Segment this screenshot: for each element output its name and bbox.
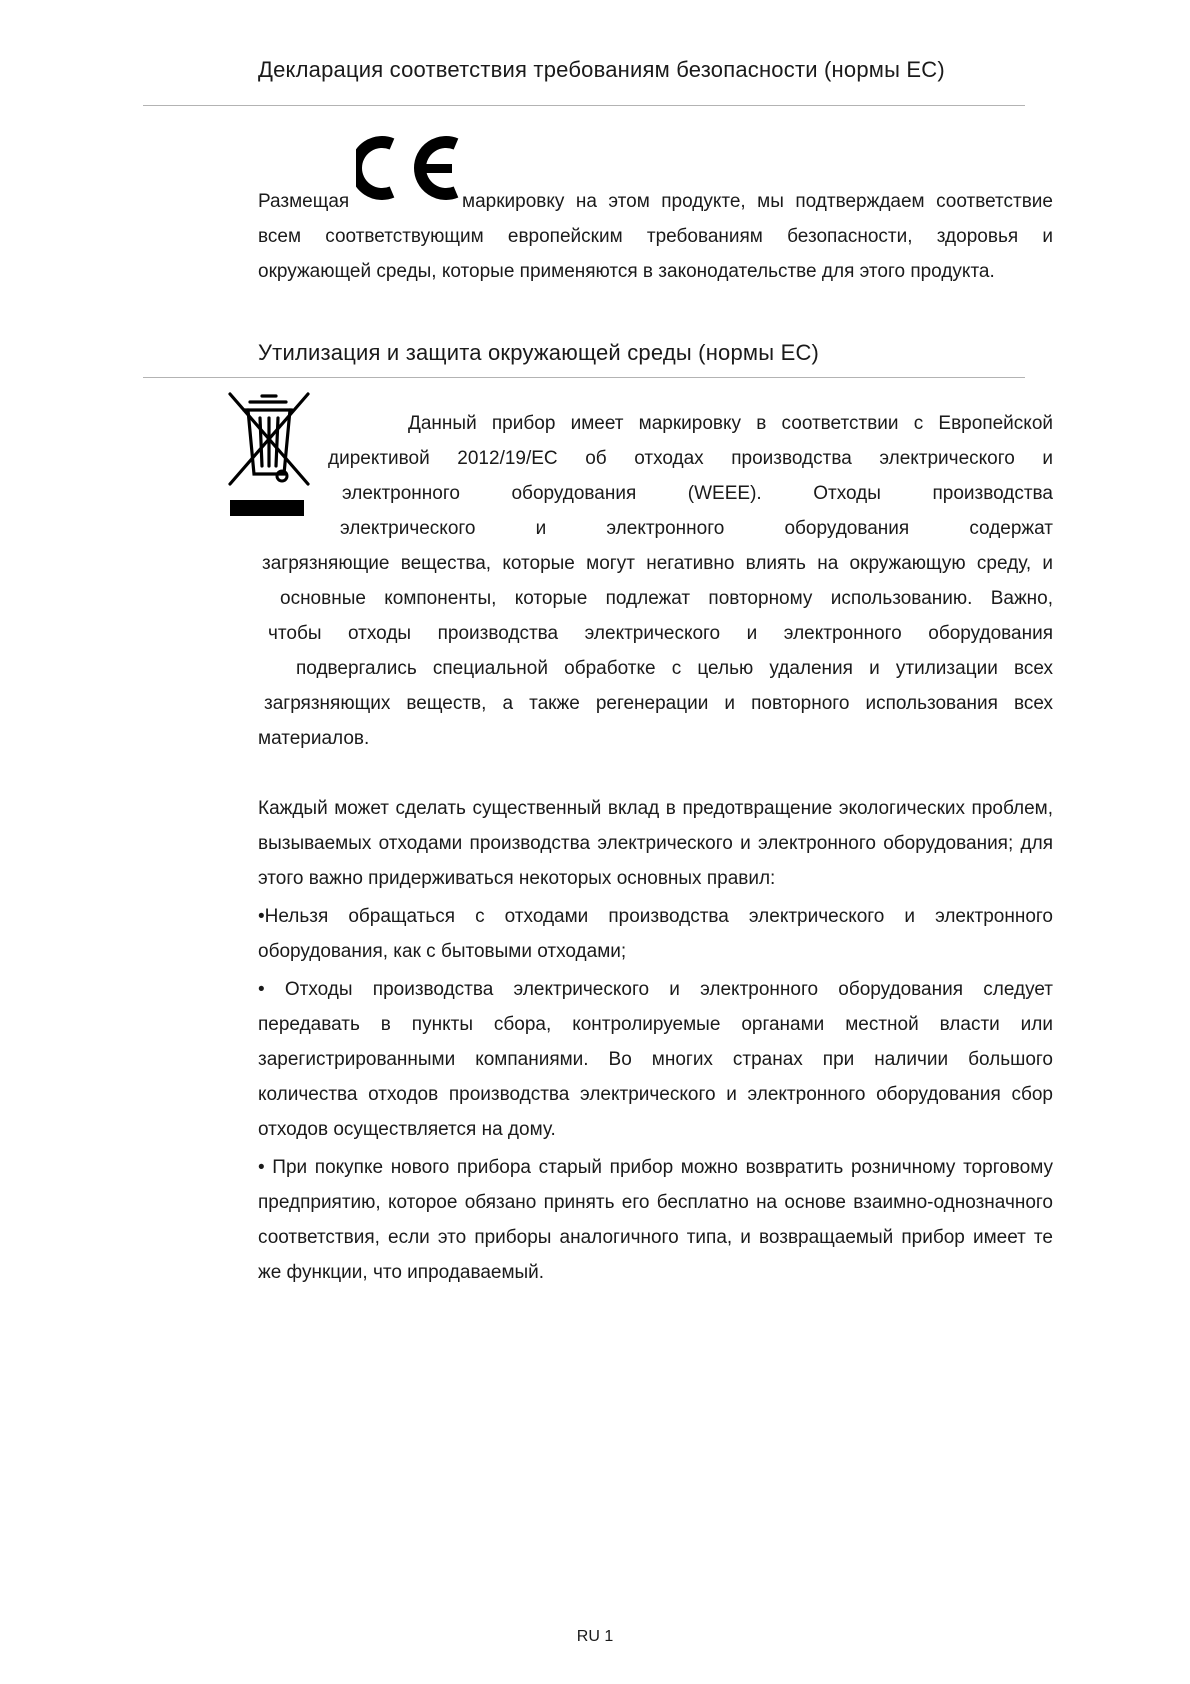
- rule-bullet-1: •Нельзя обращаться с отходами производства электрического и электронного оборудования, как с бытовыми отходами;: [258, 906, 1053, 962]
- weee-line-1: Данный прибор имеет маркировку в соответствии с Европейской: [408, 413, 1053, 434]
- weee-line-4: электрического и электронного оборудования содержат: [340, 518, 1053, 539]
- divider-top: [143, 105, 1025, 106]
- rule-bullet-2: • Отходы производства электрического и электронного оборудования следует передавать в пункты сбора, контролируемые органами местной власти или зарегистрированными компаниями. Во многих странах при наличии большого количества отходов производства электрического и электронного оборудования сбор отходов осуществляется на дому.: [258, 979, 1053, 1140]
- weee-line-2: директивой 2012/19/EC об отходах производства электрического и: [328, 448, 1053, 469]
- divider-middle: [143, 377, 1025, 378]
- rule-bullet-3: • При покупке нового прибора старый прибор можно возвратить розничному торговому предприятию, которое обязано принять его бесплатно на основе взаимно-однозначного соответствия, если это приборы аналогичного типа, и возвращаемый прибор имеет те же функции, что ипродаваемый.: [258, 1157, 1053, 1283]
- weee-line-9: загрязняющих веществ, а также регенерации и повторного использования всех: [264, 693, 1053, 714]
- ce-text-line2: всем соответствующим европейским требованиям безопасности, здоровья и: [258, 226, 1053, 247]
- weee-line-7: чтобы отходы производства электрического и электронного оборудования: [268, 623, 1053, 644]
- weee-line-3: электронного оборудования (WEEE). Отходы производства: [342, 483, 1053, 504]
- page-number: RU 1: [576, 1628, 614, 1645]
- contribution-paragraph: Каждый может сделать существенный вклад в предотвращение экологических проблем, вызываемых отходами производства электрического и электронного оборудования; для этого важно придерживаться некоторых основных правил:: [258, 798, 1053, 889]
- weee-line-10: материалов.: [258, 728, 370, 749]
- weee-line-8: подвергались специальной обработке с целью удаления и утилизации всех: [296, 658, 1053, 679]
- weee-line-6: основные компоненты, которые подлежат повторному использованию. Важно,: [280, 588, 1053, 609]
- ce-text-before: Размещая: [258, 191, 350, 212]
- section-title-disposal: Утилизация и защита окружающей среды (нормы ЕС): [258, 340, 820, 365]
- weee-line-5: загрязняющие вещества, которые могут негативно влиять на окружающую среду, и: [262, 553, 1053, 574]
- ce-text-line3: окружающей среды, которые применяются в законодательстве для этого продукта.: [258, 261, 995, 282]
- section-title-declaration: Декларация соответствия требованиям безопасности (нормы ЕС): [258, 57, 945, 82]
- weee-crossed-bin-icon: [222, 388, 316, 520]
- ce-text-after: маркировку на этом продукте, мы подтверждаем соответствие: [462, 191, 1053, 212]
- ce-mark-icon: [356, 132, 464, 204]
